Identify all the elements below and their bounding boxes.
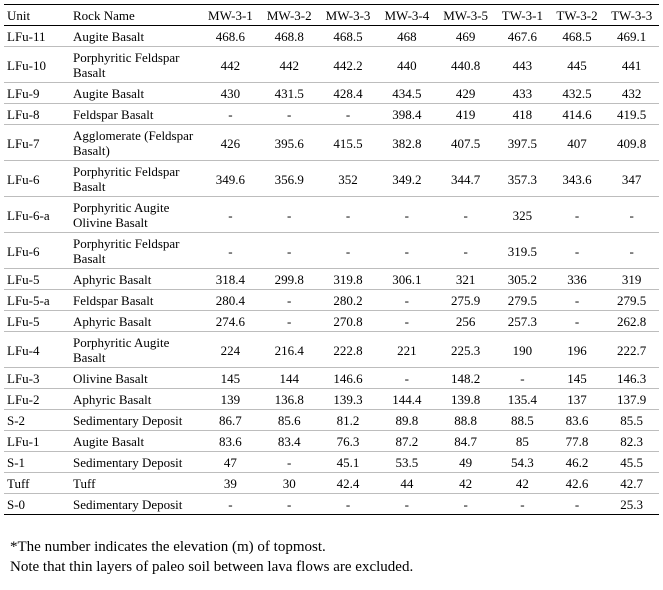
elevation-cell: 407.5 [436, 125, 495, 161]
elevation-cell: 356.9 [260, 161, 319, 197]
rock-name-cell: Feldspar Basalt [70, 104, 201, 125]
elevation-cell: 469.1 [604, 26, 659, 47]
rock-name-cell: Aphyric Basalt [70, 389, 201, 410]
rock-name-cell: Sedimentary Deposit [70, 494, 201, 515]
elevation-cell: 432 [604, 83, 659, 104]
elevation-cell: - [377, 311, 436, 332]
elevation-cell: 45.5 [604, 452, 659, 473]
elevation-cell: 86.7 [201, 410, 260, 431]
table-row [4, 494, 659, 515]
rock-name-cell: Sedimentary Deposit [70, 410, 201, 431]
elevation-cell: 274.6 [201, 311, 260, 332]
footnote-elevation: *The number indicates the elevation (m) of topmost. [10, 539, 326, 555]
elevation-cell: 349.2 [377, 161, 436, 197]
elevation-cell: 145 [201, 368, 260, 389]
elevation-cell: 87.2 [377, 431, 436, 452]
elevation-cell: 85 [495, 431, 550, 452]
elevation-cell: 49 [436, 452, 495, 473]
unit-cell: LFu-7 [4, 125, 70, 161]
unit-cell: S-2 [4, 410, 70, 431]
elevation-cell: - [260, 233, 319, 269]
elevation-cell: 442.2 [319, 47, 378, 83]
elevation-cell: 256 [436, 311, 495, 332]
table-row [4, 197, 659, 233]
elevation-cell: 299.8 [260, 269, 319, 290]
rock-name-cell: Augite Basalt [70, 431, 201, 452]
elevation-cell: 30 [260, 473, 319, 494]
rock-name-cell: Aphyric Basalt [70, 269, 201, 290]
elevation-cell: 409.8 [604, 125, 659, 161]
unit-cell: S-1 [4, 452, 70, 473]
elevation-cell: 77.8 [550, 431, 605, 452]
column-header-tw-3-1: TW-3-1 [495, 5, 550, 26]
elevation-cell: 428.4 [319, 83, 378, 104]
elevation-cell: - [201, 104, 260, 125]
unit-cell: LFu-1 [4, 431, 70, 452]
elevation-cell: 469 [436, 26, 495, 47]
rock-name-cell: Porphyritic Augite Olivine Basalt [70, 197, 201, 233]
table-row [4, 47, 659, 83]
elevation-cell: 88.5 [495, 410, 550, 431]
elevation-cell: 42.7 [604, 473, 659, 494]
table-row [4, 269, 659, 290]
elevation-cell: - [495, 494, 550, 515]
elevation-cell: 76.3 [319, 431, 378, 452]
elevation-cell: - [604, 197, 659, 233]
unit-cell: LFu-2 [4, 389, 70, 410]
footnote-paleo-soil: Note that thin layers of paleo soil between lava flows are excluded. [10, 559, 414, 575]
elevation-cell: 441 [604, 47, 659, 83]
elevation-cell: - [604, 233, 659, 269]
elevation-cell: - [377, 197, 436, 233]
table-row [4, 311, 659, 332]
elevation-cell: - [319, 233, 378, 269]
unit-cell: S-0 [4, 494, 70, 515]
rock-name-cell: Olivine Basalt [70, 368, 201, 389]
elevation-cell: 397.5 [495, 125, 550, 161]
elevation-cell: - [260, 452, 319, 473]
table-row [4, 452, 659, 473]
table-row [4, 161, 659, 197]
elevation-cell: 318.4 [201, 269, 260, 290]
elevation-cell: 88.8 [436, 410, 495, 431]
elevation-cell: 468.5 [319, 26, 378, 47]
elevation-cell: 139 [201, 389, 260, 410]
table-row [4, 368, 659, 389]
elevation-cell: 262.8 [604, 311, 659, 332]
unit-cell: LFu-11 [4, 26, 70, 47]
elevation-cell: - [260, 494, 319, 515]
rock-name-cell: Augite Basalt [70, 26, 201, 47]
elevation-cell: 432.5 [550, 83, 605, 104]
elevation-cell: 352 [319, 161, 378, 197]
elevation-cell: 190 [495, 332, 550, 368]
rock-name-cell: Tuff [70, 473, 201, 494]
elevation-cell: - [260, 311, 319, 332]
elevation-cell: - [495, 368, 550, 389]
rock-name-cell: Porphyritic Augite Basalt [70, 332, 201, 368]
elevation-cell: 83.4 [260, 431, 319, 452]
column-header-rock-name: Rock Name [70, 5, 201, 26]
unit-cell: LFu-6 [4, 161, 70, 197]
elevation-cell: - [260, 290, 319, 311]
rock-name-cell: Porphyritic Feldspar Basalt [70, 47, 201, 83]
column-header-mw-3-4: MW-3-4 [377, 5, 436, 26]
elevation-cell: - [319, 104, 378, 125]
rock-name-cell: Augite Basalt [70, 83, 201, 104]
elevation-cell: 146.6 [319, 368, 378, 389]
unit-cell: Tuff [4, 473, 70, 494]
unit-cell: LFu-5 [4, 311, 70, 332]
rock-name-cell: Aphyric Basalt [70, 311, 201, 332]
unit-cell: LFu-5 [4, 269, 70, 290]
footnotes [10, 537, 413, 577]
elevation-cell: 139.8 [436, 389, 495, 410]
elevation-cell: - [436, 197, 495, 233]
elevation-cell: 137.9 [604, 389, 659, 410]
elevation-cell: - [550, 290, 605, 311]
elevation-cell: 144.4 [377, 389, 436, 410]
elevation-cell: - [550, 494, 605, 515]
rock-name-cell: Agglomerate (Feldspar Basalt) [70, 125, 201, 161]
column-header-mw-3-5: MW-3-5 [436, 5, 495, 26]
elevation-cell: - [550, 233, 605, 269]
elevation-cell: 434.5 [377, 83, 436, 104]
rock-name-cell: Porphyritic Feldspar Basalt [70, 233, 201, 269]
elevation-cell: 222.7 [604, 332, 659, 368]
elevation-cell: 440 [377, 47, 436, 83]
column-header-tw-3-3: TW-3-3 [604, 5, 659, 26]
elevation-cell: 42.6 [550, 473, 605, 494]
elevation-cell: 430 [201, 83, 260, 104]
elevation-cell: 382.8 [377, 125, 436, 161]
table-row [4, 125, 659, 161]
unit-cell: LFu-5-a [4, 290, 70, 311]
elevation-cell: 139.3 [319, 389, 378, 410]
elevation-cell: 42 [436, 473, 495, 494]
elevation-cell: 418 [495, 104, 550, 125]
elevation-cell: 442 [201, 47, 260, 83]
elevation-cell: 468.6 [201, 26, 260, 47]
elevation-cell: 39 [201, 473, 260, 494]
elevation-cell: 306.1 [377, 269, 436, 290]
elevation-cell: 137 [550, 389, 605, 410]
column-header-unit: Unit [4, 5, 70, 26]
elevation-cell: 83.6 [201, 431, 260, 452]
unit-cell: LFu-6-a [4, 197, 70, 233]
elevation-cell: - [201, 197, 260, 233]
table-row [4, 233, 659, 269]
column-header-mw-3-3: MW-3-3 [319, 5, 378, 26]
elevation-cell: - [377, 368, 436, 389]
table-row [4, 332, 659, 368]
elevation-cell: 429 [436, 83, 495, 104]
elevation-cell: 45.1 [319, 452, 378, 473]
elevation-cell: - [319, 197, 378, 233]
elevation-cell: - [260, 197, 319, 233]
elevation-cell: 224 [201, 332, 260, 368]
elevation-cell: 442 [260, 47, 319, 83]
table-row [4, 431, 659, 452]
elevation-cell: 146.3 [604, 368, 659, 389]
elevation-cell: 467.6 [495, 26, 550, 47]
elevation-cell: 145 [550, 368, 605, 389]
table-header-row [4, 5, 659, 26]
elevation-cell: 426 [201, 125, 260, 161]
elevation-cell: 275.9 [436, 290, 495, 311]
elevation-cell: - [377, 494, 436, 515]
rock-name-cell: Sedimentary Deposit [70, 452, 201, 473]
elevation-cell: 84.7 [436, 431, 495, 452]
table-row [4, 290, 659, 311]
elevation-cell: - [436, 494, 495, 515]
elevation-cell: 89.8 [377, 410, 436, 431]
elevation-cell: 343.6 [550, 161, 605, 197]
elevation-cell: 270.8 [319, 311, 378, 332]
elevation-cell: - [436, 233, 495, 269]
elevation-cell: 85.5 [604, 410, 659, 431]
elevation-cell: 144 [260, 368, 319, 389]
unit-cell: LFu-3 [4, 368, 70, 389]
elevation-table [4, 4, 659, 515]
rock-name-cell: Feldspar Basalt [70, 290, 201, 311]
elevation-cell: 325 [495, 197, 550, 233]
elevation-cell: - [319, 494, 378, 515]
table-row [4, 26, 659, 47]
elevation-cell: 280.2 [319, 290, 378, 311]
elevation-cell: 347 [604, 161, 659, 197]
elevation-cell: 431.5 [260, 83, 319, 104]
elevation-cell: 395.6 [260, 125, 319, 161]
column-header-mw-3-1: MW-3-1 [201, 5, 260, 26]
elevation-cell: 280.4 [201, 290, 260, 311]
column-header-tw-3-2: TW-3-2 [550, 5, 605, 26]
elevation-cell: 279.5 [495, 290, 550, 311]
elevation-cell: 419.5 [604, 104, 659, 125]
unit-cell: LFu-9 [4, 83, 70, 104]
unit-cell: LFu-8 [4, 104, 70, 125]
elevation-cell: 440.8 [436, 47, 495, 83]
elevation-cell: 44 [377, 473, 436, 494]
table-row [4, 83, 659, 104]
elevation-cell: 414.6 [550, 104, 605, 125]
table-row [4, 410, 659, 431]
elevation-cell: 433 [495, 83, 550, 104]
unit-cell: LFu-10 [4, 47, 70, 83]
elevation-cell: 42.4 [319, 473, 378, 494]
elevation-cell: 319 [604, 269, 659, 290]
elevation-cell: 336 [550, 269, 605, 290]
elevation-cell: 357.3 [495, 161, 550, 197]
elevation-cell: - [201, 494, 260, 515]
elevation-cell: 42 [495, 473, 550, 494]
elevation-cell: 443 [495, 47, 550, 83]
elevation-cell: 445 [550, 47, 605, 83]
elevation-cell: 468.8 [260, 26, 319, 47]
elevation-cell: 25.3 [604, 494, 659, 515]
table-body [4, 26, 659, 515]
elevation-cell: - [201, 233, 260, 269]
elevation-cell: 468.5 [550, 26, 605, 47]
elevation-cell: 398.4 [377, 104, 436, 125]
elevation-cell: 216.4 [260, 332, 319, 368]
elevation-cell: 407 [550, 125, 605, 161]
elevation-cell: 148.2 [436, 368, 495, 389]
elevation-cell: - [377, 233, 436, 269]
elevation-cell: 222.8 [319, 332, 378, 368]
elevation-cell: 54.3 [495, 452, 550, 473]
table-row [4, 104, 659, 125]
elevation-cell: 319.5 [495, 233, 550, 269]
elevation-cell: 415.5 [319, 125, 378, 161]
elevation-cell: 349.6 [201, 161, 260, 197]
elevation-cell: 85.6 [260, 410, 319, 431]
elevation-cell: 344.7 [436, 161, 495, 197]
unit-cell: LFu-4 [4, 332, 70, 368]
table-row [4, 389, 659, 410]
elevation-cell: 81.2 [319, 410, 378, 431]
elevation-cell: 136.8 [260, 389, 319, 410]
elevation-cell: 321 [436, 269, 495, 290]
elevation-cell: - [260, 104, 319, 125]
elevation-cell: 419 [436, 104, 495, 125]
elevation-cell: 279.5 [604, 290, 659, 311]
rock-name-cell: Porphyritic Feldspar Basalt [70, 161, 201, 197]
unit-cell: LFu-6 [4, 233, 70, 269]
elevation-cell: 225.3 [436, 332, 495, 368]
elevation-cell: - [550, 311, 605, 332]
elevation-cell: - [377, 290, 436, 311]
elevation-cell: 53.5 [377, 452, 436, 473]
elevation-cell: 221 [377, 332, 436, 368]
table-row [4, 473, 659, 494]
elevation-cell: 468 [377, 26, 436, 47]
elevation-cell: 135.4 [495, 389, 550, 410]
elevation-cell: 305.2 [495, 269, 550, 290]
elevation-cell: 46.2 [550, 452, 605, 473]
elevation-cell: 257.3 [495, 311, 550, 332]
elevation-cell: 47 [201, 452, 260, 473]
elevation-cell: 82.3 [604, 431, 659, 452]
elevation-cell: - [550, 197, 605, 233]
elevation-cell: 319.8 [319, 269, 378, 290]
elevation-cell: 83.6 [550, 410, 605, 431]
column-header-mw-3-2: MW-3-2 [260, 5, 319, 26]
elevation-cell: 196 [550, 332, 605, 368]
